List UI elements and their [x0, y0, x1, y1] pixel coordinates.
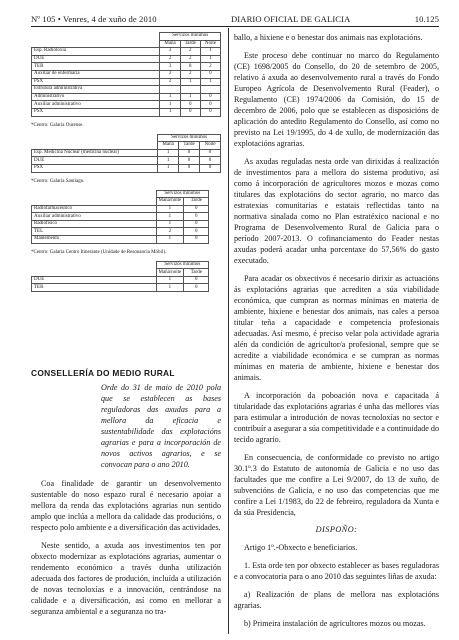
paragraph: En consecuencia, de conformidade co previsto no artigo 30.1º.3 do Estatuto de autonomía de Galicia e no uso das facultades que me confire a Lei 9/2007, do 13 de xuño, de subvencións de Galicia, e no uso das competencias que me confire a Lei 1/1983, do 22 de febreiro, reguladora da Xunta e da súa Presidencia, [234, 453, 439, 517]
table-row [32, 157, 221, 165]
row-label: Auxiliar administrativo [32, 101, 160, 109]
table-row [32, 63, 221, 71]
service-table [31, 134, 221, 173]
left-column [31, 32, 221, 624]
table-row [32, 108, 221, 116]
right-paragraphs [234, 32, 439, 518]
service-table-block [31, 32, 221, 128]
table-row [32, 164, 221, 172]
table-row [32, 220, 209, 228]
header-issue: Nº 105 • Venres, 4 de xuño de 2010 [31, 14, 157, 24]
right-after-paragraphs [234, 542, 439, 629]
cell-value: 0 [180, 108, 200, 116]
cell-value: 1 [156, 205, 184, 213]
table-row [32, 86, 221, 94]
cell-value: 0 [200, 70, 220, 78]
disposo-heading: DISPOÑO: [315, 525, 358, 534]
cell-value: 0 [179, 157, 200, 165]
row-label: Esp. Medicina Nuclear (medicina nuclear) [32, 149, 158, 157]
cell-value: 3 [160, 48, 180, 56]
row-label: Auxiliar administrativo [32, 213, 157, 221]
column-divider [228, 28, 229, 634]
cell-value: 1 [158, 149, 179, 157]
table-corner [32, 261, 157, 269]
row-label: Auxiliar de enfermaría [32, 70, 160, 78]
table-row [32, 284, 209, 292]
table-note: *Centro: Galaria Santiago. [31, 178, 85, 184]
row-label: Administrativo [32, 93, 160, 101]
cell-value [160, 86, 180, 94]
cell-value: 0 [184, 220, 209, 228]
column-header: Mañá/noite [156, 269, 184, 277]
paragraph: Artigo 1º.-Obxecto e beneficiarios. [244, 543, 358, 552]
cell-value: 1 [200, 55, 220, 63]
cell-value: 1 [158, 164, 179, 172]
row-label: Estrutura administrativa [32, 86, 160, 94]
cell-value: 0 [184, 228, 209, 236]
row-label: PSX [32, 108, 160, 116]
column-header: Mañá [160, 40, 180, 48]
column-header: Noite [200, 142, 221, 150]
column-header: Tarde [184, 198, 209, 206]
row-label: DUE [32, 276, 157, 284]
cell-value: 1 [156, 213, 184, 221]
row-label: PSX [32, 164, 158, 172]
paragraph: ballo, a hixiene e o benestar dos animais nas explotacións. [234, 33, 423, 42]
table-row [32, 55, 221, 63]
page-header [31, 12, 439, 27]
cell-value: 1 [200, 48, 220, 56]
cell-value: 2 [160, 55, 180, 63]
table-note: *Centro: Galaria Centro Itinerante (Unidade de Resonancia Móbil). [31, 249, 167, 255]
row-label: DUE [32, 55, 160, 63]
cell-value: 2 [180, 48, 200, 56]
table-title: Servizos mínimos [156, 261, 209, 269]
column-header: Mañá [158, 142, 179, 150]
column-header: Tarde [179, 142, 200, 150]
paragraph: 1. Esta orde ten por obxecto establecer as bases reguladoras e a convocatoria para o ano 2010 das seguintes liñas de axuda: [234, 561, 439, 581]
table-row [32, 78, 221, 86]
cell-value: 0 [200, 149, 221, 157]
table-corner [32, 33, 160, 41]
service-table-block [31, 134, 221, 184]
cell-value: 1 [180, 93, 200, 101]
table-title: Servizos mínimos [156, 190, 209, 198]
table-row [32, 70, 221, 78]
cell-value: 1 [200, 78, 220, 86]
cell-value: 0 [200, 108, 220, 116]
section-title: CONSELLERÍA DO MEDIO RURAL [31, 368, 175, 379]
cell-value: 1 [156, 284, 184, 292]
row-label: Esp. Radioloxía [32, 48, 160, 56]
column-header: Mañá/noite [156, 198, 184, 206]
cell-value: 2 [180, 55, 200, 63]
row-label: TEL [32, 228, 157, 236]
cell-value: 2 [200, 63, 220, 71]
header-page-number: 10.125 [414, 14, 439, 24]
table-row [32, 93, 221, 101]
cell-value: 1 [156, 220, 184, 228]
cell-value: 0 [180, 101, 200, 109]
column-header: Tarde [184, 269, 209, 277]
table-title: Servizos mínimos [158, 134, 221, 142]
cell-value: 1 [158, 157, 179, 165]
table-row [32, 205, 209, 213]
row-label: TER [32, 284, 157, 292]
cell-value: 0 [179, 164, 200, 172]
cell-value: 1 [160, 101, 180, 109]
cell-value: 8 [180, 63, 200, 71]
header-journal-name: DIARIO OFICIAL DE GALICIA [231, 14, 351, 24]
service-tables [31, 32, 221, 292]
paragraph: Coa finalidade de garantir un desenvolvemento sustentable do noso espazo rural é necesario apoiar a mellora da renda das explotacións agrarias nun sentido amplo que inclúa a mellora da calidade das producións, o respecto polo ambiente e a diversificación das actividades. [31, 479, 221, 533]
right-column [234, 32, 439, 636]
cell-value: 0 [184, 284, 209, 292]
table-title: Servizos mínimos [160, 33, 221, 41]
paragraph: Para acadar os obxectivos é necesario dirixir as actuacións ás explotacións agrarias que acrediten a súa viabilidade económica, que cumpran as normas mínimas en materia de ambiente, hixiene e benestar dos animais, nas cales a persoa titular teña a capacidade e competencia profesionais adecuadas. Así mesmo, é preciso velar pola actividade agraria alén da condición de agricultor/a profesional, sempre que se acredite a viabilidade económica e se cumpran as normas mínimas en materia de ambiente, hixiene e benestar dos animais. [234, 274, 439, 382]
row-label: Mantemento [32, 236, 157, 244]
table-corner [32, 198, 157, 206]
row-label: Radiofarmacéutico [32, 205, 157, 213]
service-table [31, 190, 209, 244]
row-label: TER [32, 63, 160, 71]
table-corner [32, 190, 157, 198]
column-header: Noite [200, 40, 220, 48]
cell-value: 0 [184, 205, 209, 213]
service-table [31, 261, 209, 292]
column-header: Tarde [180, 40, 200, 48]
cell-value: 0 [200, 157, 221, 165]
order-abstract: Orde do 31 de maio de 2010 pola que se establecen as bases reguladoras das axudas para a mellora da eficacia e sustentabilidade das explotacións agrarias e para a incorporación de novos activos agrarios, e se convocan para o ano 2010. [101, 383, 221, 470]
row-label: PSX [32, 78, 160, 86]
table-row [32, 228, 209, 236]
cell-value: 0 [179, 149, 200, 157]
paragraph: As axudas reguladas nesta orde van dirixidas á realización de investimentos para a mellora do sistema produtivo, así como á incorporación de agricultores mozos e mozas como titulares das explotacións do sector agrario, no marco das estratexias comunitarias e estatais reflectidas tanto na normativa sinalada como no Plan estratéxico nacional e no Programa de Desenvolvemento Rural de Galicia para o período 2007-2013. O cofinanciamento do Feader nestas axudas poderá acadar unha porcentaxe do 57,56% do gasto executado. [234, 157, 439, 265]
cell-value: 0 [200, 164, 221, 172]
table-row [32, 276, 209, 284]
table-corner [32, 134, 158, 142]
service-table-block [31, 190, 221, 255]
row-label: DUE [32, 157, 158, 165]
cell-value: 0 [200, 101, 220, 109]
table-row [32, 48, 221, 56]
cell-value: 2 [160, 78, 180, 86]
paragraph: b) Primeira instalación de agricultores mozos ou mozas. [244, 619, 426, 628]
table-row [32, 149, 221, 157]
cell-value: 2 [156, 228, 184, 236]
cell-value: 1 [156, 236, 184, 244]
cell-value [200, 86, 220, 94]
table-row [32, 101, 221, 109]
table-row [32, 236, 209, 244]
cell-value [180, 86, 200, 94]
table-row [32, 213, 209, 221]
paragraph: Este proceso debe continuar no marco do Regulamento (CE) 1698/2005 do Consello, do 20 de setembro de 2005, relativo á axuda ao desenvolvemento rural a través do Fondo Europeo Agrícola de Desenvolvemento Rural (Feader), o Regulamento (CE) 1974/2006 da Comisión, do 15 de decembro de 2006, polo que se establecen as disposicións de aplicación do antedito Regulamento do Consello, así como no previsto na Lei 19/1995, do 4 de xullo, de modernización das explotacións agrarias. [234, 51, 439, 148]
cell-value: 1 [160, 108, 180, 116]
service-table-block [31, 261, 221, 292]
table-corner [32, 40, 160, 48]
paragraph: A incorporación da poboación nova e capacitada á titularidade das explotacións agrarias é unha das mellores vías para estimular a introdución de novas tecnoloxías no sector e contribuír a asegurar a súa competitividade e a continuidade do tecido agrario. [234, 391, 439, 444]
table-corner [32, 269, 157, 277]
cell-value: 1 [156, 276, 184, 284]
paragraph: Neste sentido, a axuda aos investimentos ten por obxecto modernizar as explotacións agrarias, aumentar o rendemento económico a través dunha utilización adecuada dos factores de produción, incluída a utilización de novas tecnoloxías e a innovación, centrándose na calidade e a diversificación, así como en mellorar a seguranza ambiental e a seguranza no tra- [31, 541, 221, 617]
paragraph: a) Realización de plans de mellora nas explotacións agrarias. [234, 590, 439, 610]
cell-value: 1 [160, 93, 180, 101]
cell-value: 0 [200, 93, 220, 101]
cell-value: 3 [160, 63, 180, 71]
cell-value: 0 [184, 236, 209, 244]
cell-value: 0 [184, 276, 209, 284]
table-note: *Centro: Galaria Ourense. [31, 122, 84, 128]
cell-value: 1 [180, 78, 200, 86]
cell-value: 0 [184, 213, 209, 221]
service-table [31, 32, 221, 117]
cell-value: 2 [180, 70, 200, 78]
table-corner [32, 142, 158, 150]
row-label: Radiofísico [32, 220, 157, 228]
cell-value: 2 [160, 70, 180, 78]
